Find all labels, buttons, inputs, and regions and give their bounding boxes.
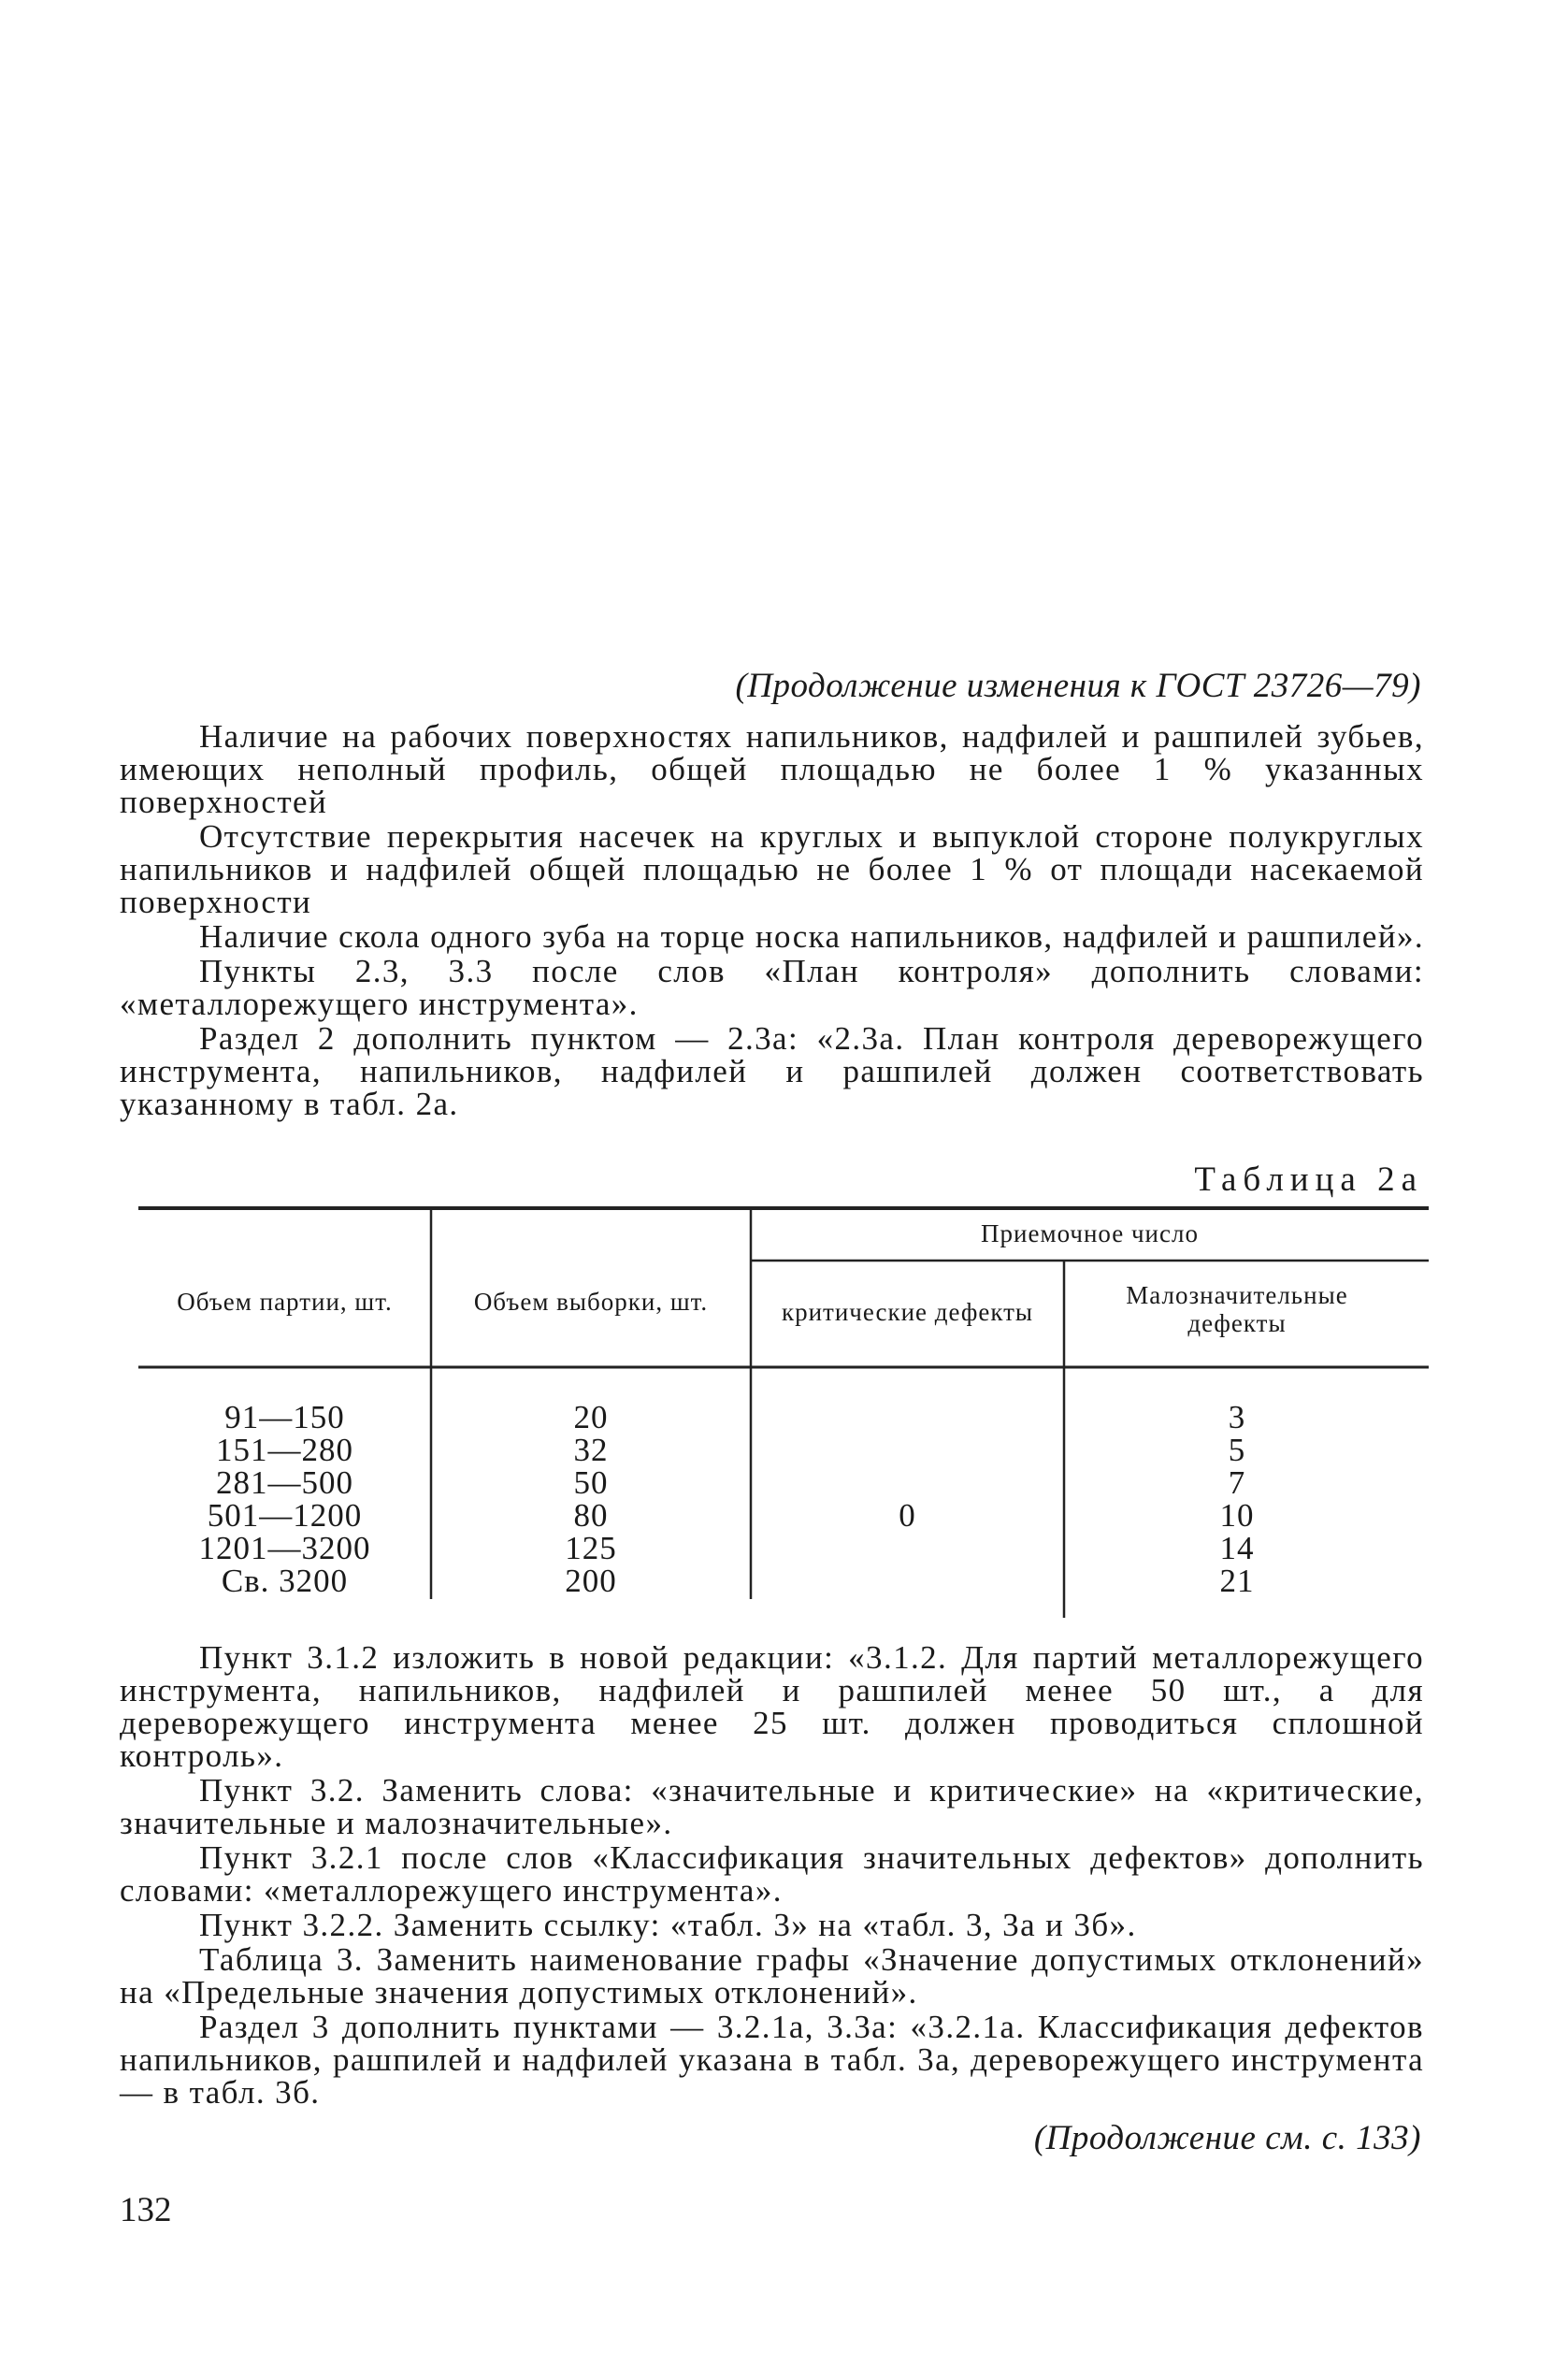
column-sample-size [431,1401,751,1597]
sample-cell: 125 [565,1530,617,1566]
lot-cell: 501—1200 [207,1497,363,1534]
critical-defects-value: 0 [899,1497,916,1534]
continuation-header: (Продолжение изменения к ГОСТ 23726—79) [735,667,1421,705]
paragraph: Пункт 3.1.2 изложить в новой редакции: «3.1.2. Для партий металлорежущего инструмента, напильников, надфилей и рашпилей менее 50 шт., а для дереворежущего инструмента менее 25 шт. должен проводиться сплошной контроль». [120,1639,1424,1774]
minor-cell: 21 [1219,1563,1255,1599]
paragraph: Таблица 3. Заменить наименование графы «Значение допустимых отклонений» на «Предельные значения допустимых отклонений». [120,1941,1424,2011]
header-critical-defects: критические дефекты [781,1298,1034,1326]
column-lot-size [138,1401,431,1597]
header-minor-defects: Малозначительные дефекты [1126,1281,1348,1337]
lot-cell: 91—150 [224,1399,345,1435]
text-block-bottom [120,1641,1424,2109]
paragraph: Раздел 3 дополнить пунктами — 3.2.1а, 3.3а: «3.2.1а. Классификация дефектов напильников, рашпилей и надфилей указана в табл. 3а, дереворежущего инструмента — в табл. 3б. [120,2009,1424,2111]
paragraph: Пункт 3.2.1 после слов «Классификация значительных дефектов» дополнить словами: «металлорежущего инструмента». [120,1839,1424,1909]
minor-cell: 10 [1219,1497,1255,1534]
lot-cell: 281—500 [216,1464,353,1501]
minor-cell: 5 [1228,1432,1246,1468]
page-number: 132 [120,2191,172,2229]
paragraph: Пункт 3.2.2. Заменить ссылку: «табл. 3» на «табл. 3, 3а и 3б». [199,1907,1137,1943]
lot-cell: Св. 3200 [221,1563,349,1599]
sample-cell: 20 [573,1399,609,1435]
paragraph: Раздел 2 дополнить пунктом — 2.3а: «2.3а. План контроля дереворежущего инструмента, напильников, надфилей и рашпилей должен соответствовать указанному в табл. 2а. [120,1020,1424,1122]
paragraph: Наличие на рабочих поверхностях напильников, надфилей и рашпилей зубьев, имеющих неполный профиль, общей площадью не более 1 % указанных поверхностей [120,718,1424,820]
lot-cell: 1201—3200 [198,1530,371,1566]
header-lot-size: Объем партии, шт. [177,1288,393,1316]
table-caption: Таблица 2а [1194,1160,1423,1199]
header-acceptance-number: Приемочное число [981,1219,1199,1247]
column-minor-defects [1064,1401,1410,1597]
paragraph: Пункты 2.3, 3.3 после слов «План контроля» дополнить словами: «металлорежущего инструмента». [120,953,1424,1022]
text-block-top [120,720,1424,1120]
header-sample-size: Объем выборки, шт. [473,1288,709,1316]
continuation-footer: (Продолжение см. с. 133) [1033,2119,1421,2157]
minor-cell: 14 [1219,1530,1255,1566]
lot-cell: 151—280 [216,1432,353,1468]
sample-cell: 80 [573,1497,609,1534]
minor-cell: 3 [1228,1399,1246,1435]
sample-cell: 32 [573,1432,609,1468]
paragraph: Пункт 3.2. Заменить слова: «значительные и критические» на «критические, значительные и малозначительные». [120,1772,1424,1841]
paragraph: Отсутствие перекрытия насечек на круглых и выпуклой стороне полукруглых напильников и надфилей общей площадью не более 1 % от площади насекаемой поверхности [120,818,1424,920]
minor-cell: 7 [1228,1464,1246,1501]
sample-cell: 200 [565,1563,617,1599]
sample-cell: 50 [573,1464,609,1501]
paragraph: Наличие скола одного зуба на торце носка напильников, надфилей и рашпилей». [199,918,1425,955]
acceptance-table [138,1206,1429,1627]
